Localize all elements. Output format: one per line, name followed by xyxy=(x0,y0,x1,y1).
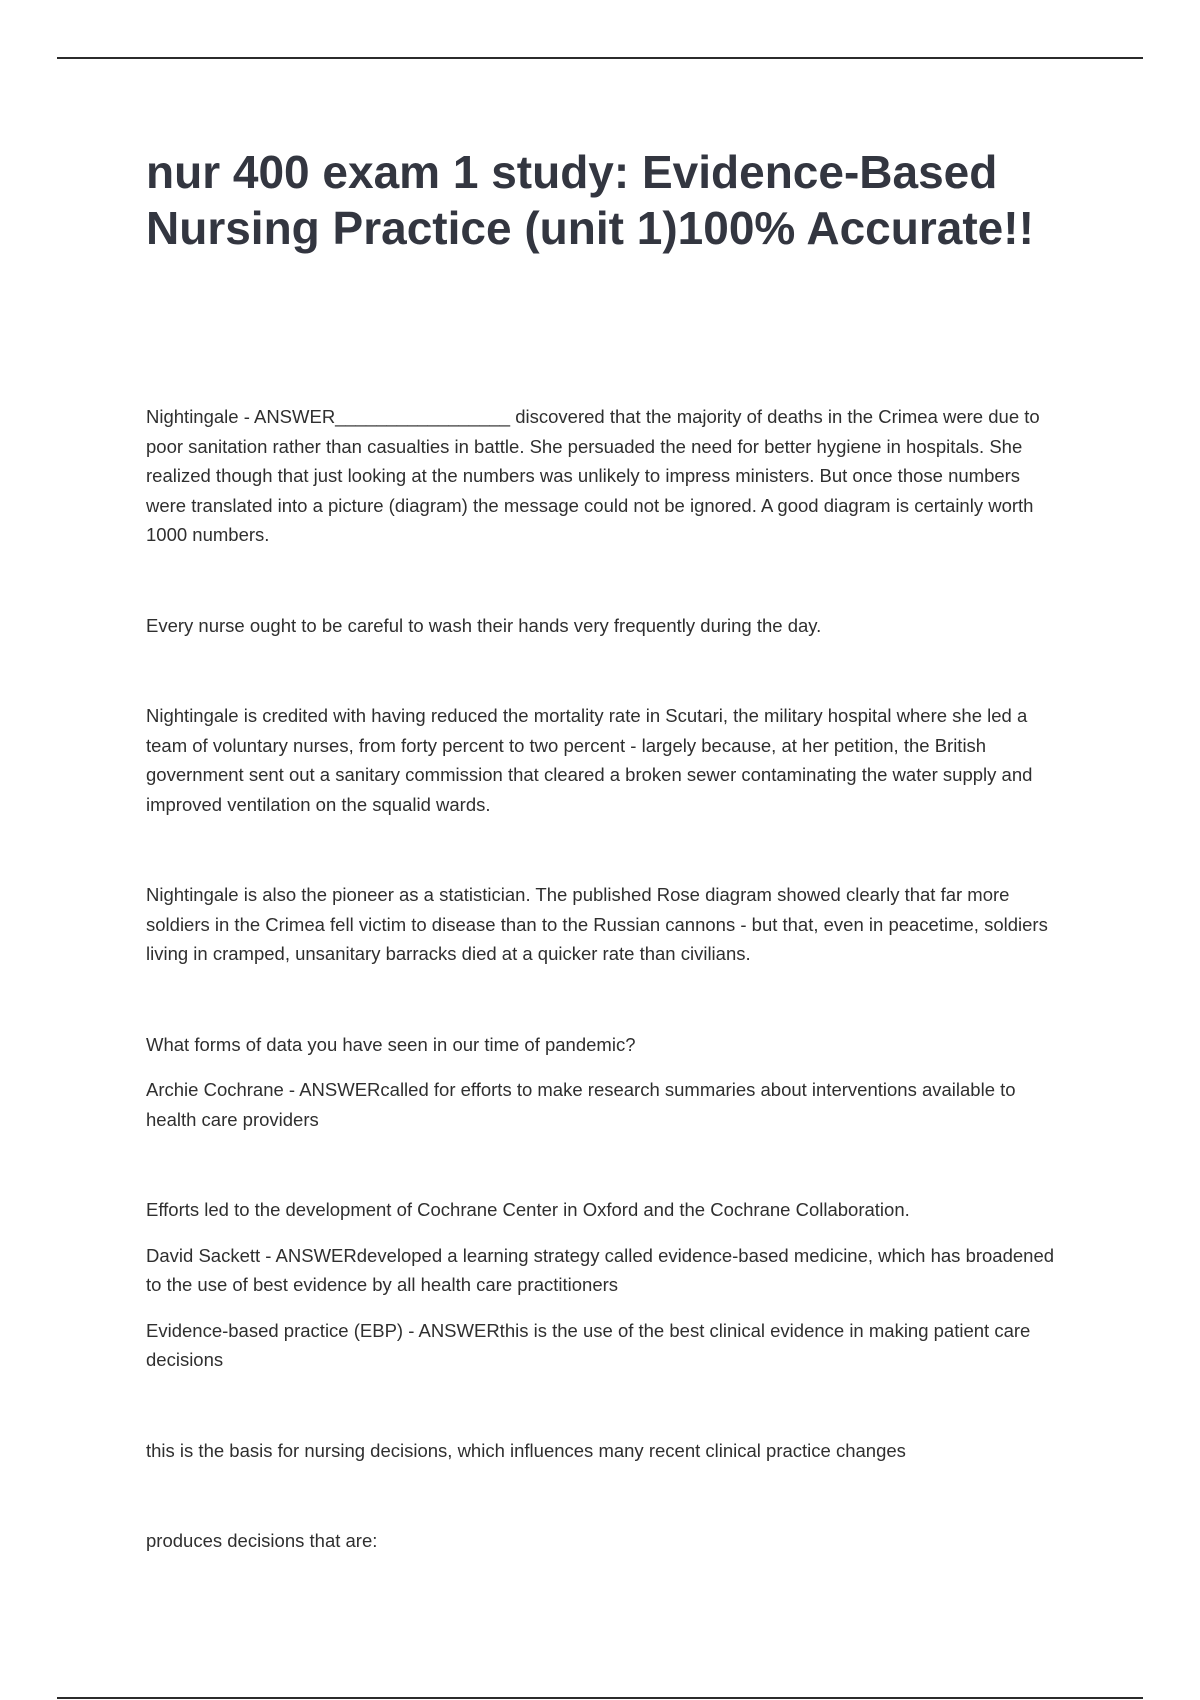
paragraph-cochrane-center: Efforts led to the development of Cochrane Center in Oxford and the Cochrane Collaboration. xyxy=(146,1199,910,1220)
paragraph-david-sackett: David Sackett - ANSWERdeveloped a learning strategy called evidence-based medicine, which has broadened to the use of best evidence by all health care practitioners xyxy=(146,1244,1055,1295)
document-title: nur 400 exam 1 study: Evidence-Based Nursing Practice (unit 1)100% Accurate!! xyxy=(146,146,1034,254)
bottom-rule xyxy=(57,1697,1143,1699)
top-rule xyxy=(57,57,1143,59)
paragraph-nursing-decisions: this is the basis for nursing decisions, which influences many recent clinical practice changes xyxy=(146,1439,906,1461)
paragraph-statistician: Nightingale is also the pioneer as a statistician. The published Rose diagram showed clearly that far more soldiers in the Crimea fell victim to disease than to the Russian cannons - but that, even in peacetime, soldiers living in cramped, unsanitary barracks died at a quicker rate than civilians. xyxy=(146,884,1048,964)
paragraph-ebp-definition: Evidence-based practice (EBP) - ANSWERthis is the use of the best clinical evidence in making patient care decisions xyxy=(146,1319,1031,1370)
paragraph-pandemic-question: What forms of data you have seen in our time of pandemic? xyxy=(146,1033,636,1055)
paragraph-nightingale-intro: Nightingale - ANSWER_________________ discovered that the majority of deaths in the Crimea were due to poor sanitation rather than casualties in battle. She persuaded the need for better hygiene in hospitals. She realized though that just looking at the numbers was unlikely to impress ministers. But once those numbers were translated into a picture (diagram) the message could not be ignored. A good diagram is certainly worth 1000 numbers. xyxy=(146,406,1040,545)
document-body xyxy=(146,402,1061,1556)
paragraph-scutari: Nightingale is credited with having reduced the mortality rate in Scutari, the military hospital where she led a team of voluntary nurses, from forty percent to two percent - largely because, at her petition, the British government sent out a sanitary commission that cleared a broken sewer contaminating the water supply and improved ventilation on the squalid wards. xyxy=(146,705,1033,815)
paragraph-archie-cochrane: Archie Cochrane - ANSWERcalled for efforts to make research summaries about interventions available to health care providers xyxy=(146,1079,1016,1130)
paragraph-handwashing: Every nurse ought to be careful to wash their hands very frequently during the day. xyxy=(146,614,822,636)
paragraph-produces-decisions: produces decisions that are: xyxy=(146,1530,378,1551)
